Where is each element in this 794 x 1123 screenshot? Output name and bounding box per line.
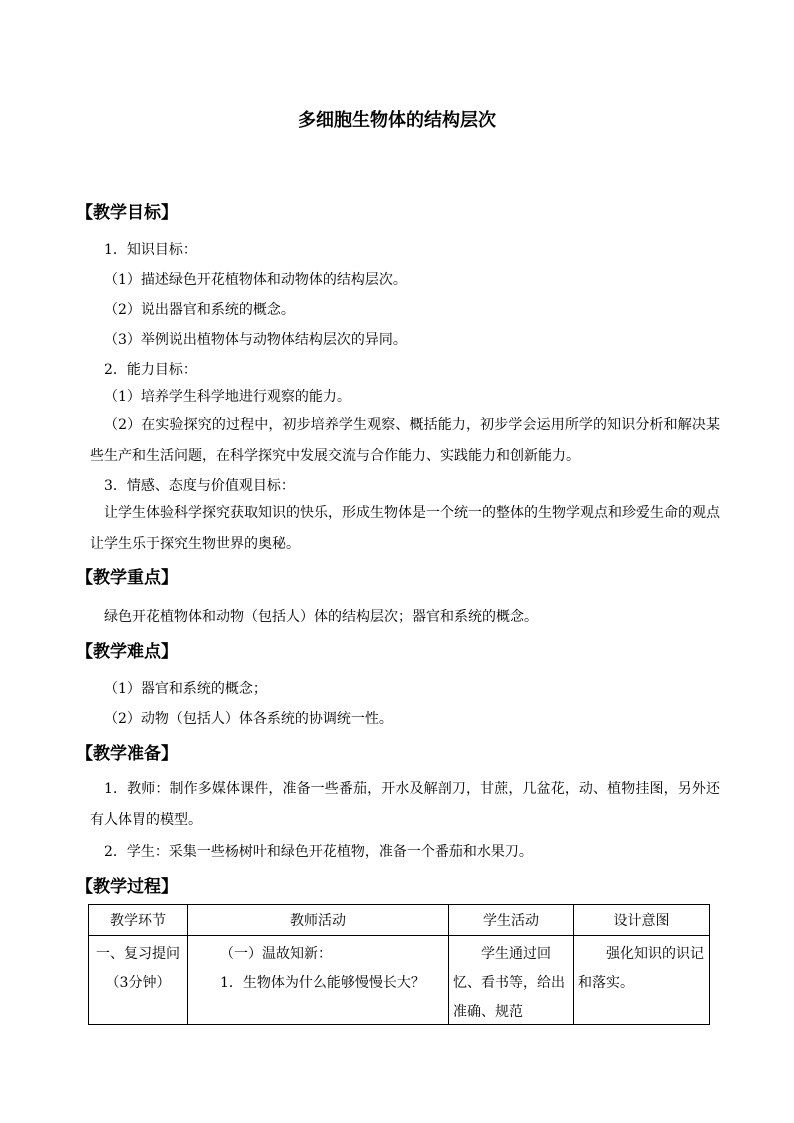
- column-header: 学生活动: [449, 905, 574, 936]
- column-header: 教师活动: [188, 905, 449, 936]
- process-heading: 【教学过程】: [76, 877, 178, 897]
- student-activity-cell: [449, 936, 574, 1025]
- preparation-student: 2．学生：采集一些杨树叶和绿色开花植物，准备一个番茄和水果刀。: [104, 844, 533, 860]
- key-points-text: 绿色开花植物体和动物（包括人）体的结构层次；器官和系统的概念。: [104, 609, 538, 625]
- difficulties-heading: 【教学难点】: [76, 642, 178, 662]
- teacher-activity-line: （一）温故知新：: [220, 946, 332, 962]
- goal-line: （1）描述绿色开花植物体和动物体的结构层次。: [104, 272, 407, 288]
- goal-line: （1）培养学生科学地进行观察的能力。: [104, 389, 351, 405]
- design-intent-text: 强化知识的识记和落实。: [578, 946, 704, 991]
- stage-cell: [89, 936, 188, 1025]
- goal-line: （3）举例说出植物体与动物体结构层次的异同。: [104, 332, 407, 348]
- lesson-process-table: [88, 904, 710, 1025]
- preparation-heading: 【教学准备】: [76, 744, 178, 764]
- stage-text: 一、复习提问（3分钟）: [96, 946, 180, 991]
- table-row: [89, 936, 710, 1025]
- design-intent-cell: [574, 936, 710, 1025]
- goals-heading: 【教学目标】: [76, 203, 178, 223]
- student-activity-text: 学生通过回忆、看书等，给出准确、规范: [453, 946, 565, 1020]
- emotion-paragraph: 让学生体验科学探究获取知识的快乐，形成生物体是一个统一的整体的生物学观点和珍爱生命的观点让学生乐于探究生物世界的奥秘。: [90, 505, 720, 552]
- goal-line: 2．能力目标：: [104, 362, 197, 378]
- emotion-heading: 3．情感、态度与价值观目标：: [104, 478, 295, 494]
- teacher-activity-line: 1．生物体为什么能够慢慢长大？: [220, 975, 425, 991]
- goal-line: 1．知识目标：: [104, 242, 197, 258]
- ability-paragraph: （2）在实验探究的过程中，初步培养学生观察、概括能力，初步学会运用所学的知识分析和解决某些生产和生活问题，在科学探究中发展交流与合作能力、实践能力和创新能力。: [90, 417, 720, 464]
- preparation-teacher: 1．教师：制作多媒体课件，准备一些番茄，开水及解剖刀，甘蔗，几盆花，动、植物挂图，另外还有人体胃的模型。: [90, 781, 720, 828]
- difficulty-line: （1）器官和系统的概念；: [104, 681, 267, 697]
- column-header: 设计意图: [574, 905, 710, 936]
- page-title: 多细胞生物体的结构层次: [298, 110, 496, 131]
- goal-line: （2）说出器官和系统的概念。: [104, 302, 295, 318]
- column-header: 教学环节: [89, 905, 188, 936]
- key-points-heading: 【教学重点】: [76, 568, 178, 588]
- table-header-row: [89, 905, 710, 936]
- difficulty-line: （2）动物（包括人）体各系统的协调统一性。: [104, 711, 393, 727]
- teacher-activity-cell: [188, 936, 449, 1025]
